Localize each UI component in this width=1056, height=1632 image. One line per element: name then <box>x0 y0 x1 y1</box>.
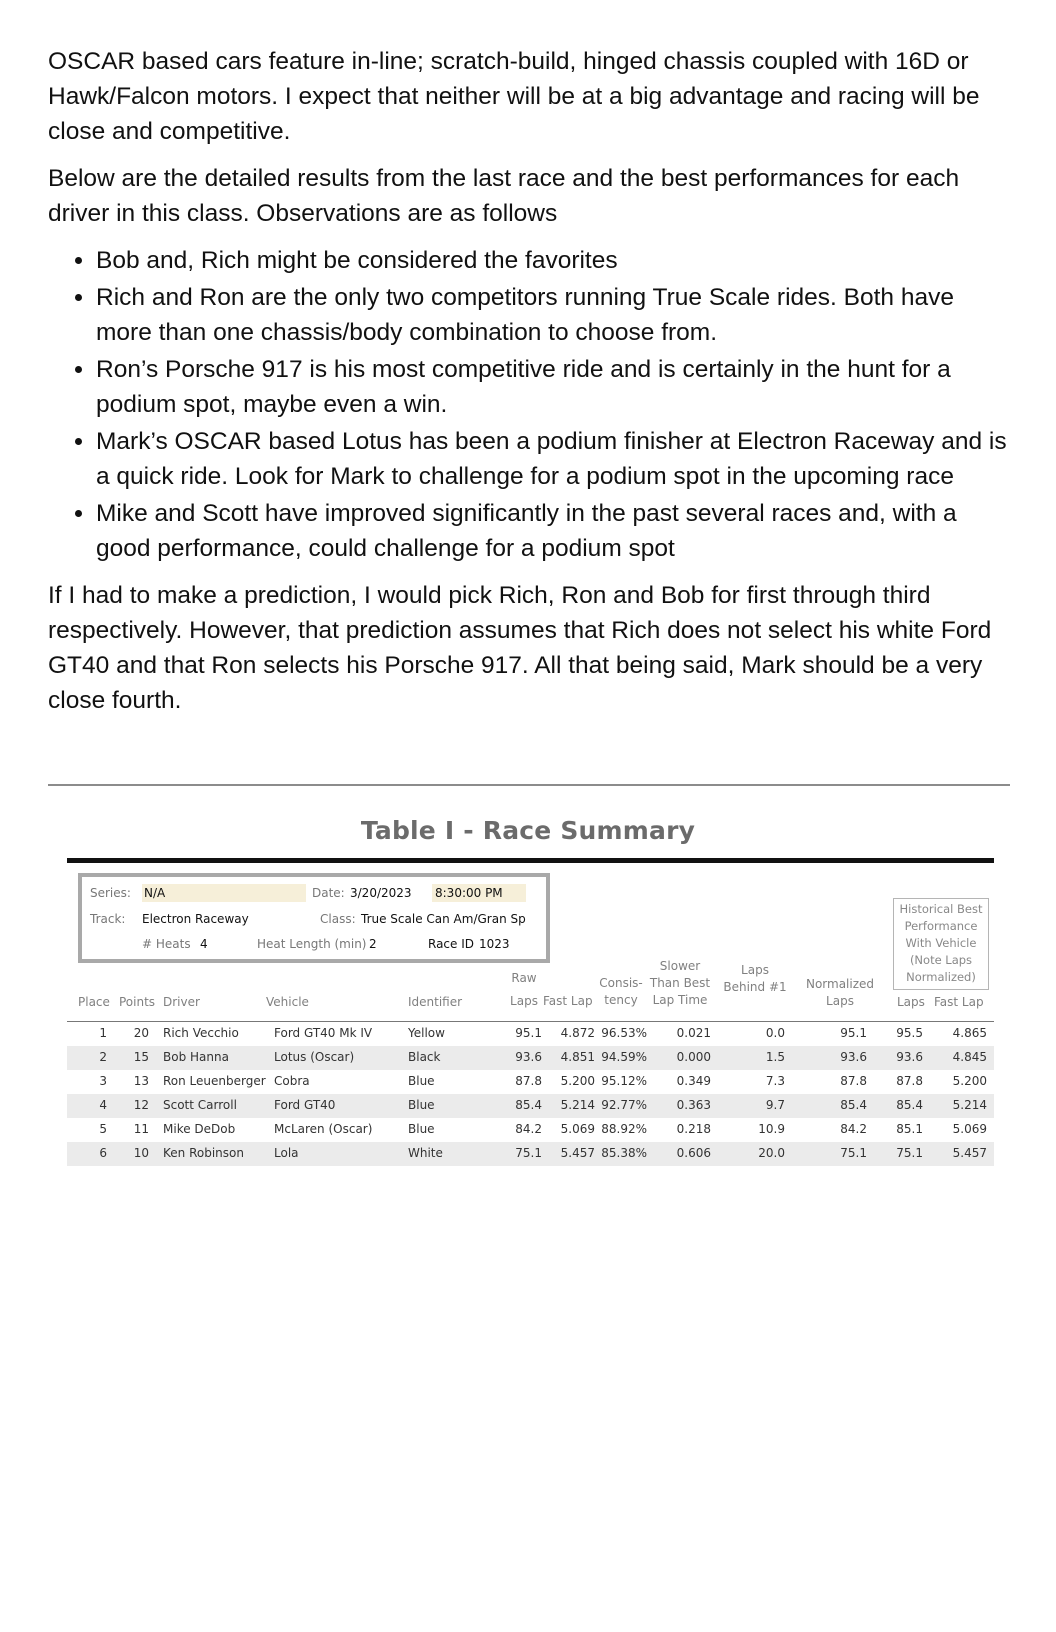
race-info-box <box>78 873 550 963</box>
header-place: Place <box>78 995 110 1009</box>
header-driver: Driver <box>163 995 200 1009</box>
laps-behind-cell: 0.0 <box>765 1026 785 1040</box>
slower-cell: 0.218 <box>676 1122 711 1136</box>
points-cell: 13 <box>133 1074 149 1088</box>
header-raw-laps-line1: Raw <box>511 971 537 985</box>
hist-fast-lap-cell: 4.865 <box>952 1026 987 1040</box>
date-label: Date: <box>312 886 345 900</box>
identifier-cell: White <box>408 1146 443 1160</box>
fast-lap-cell: 5.069 <box>560 1122 595 1136</box>
observation-item: • Mike and Scott have improved significantly in the past several races and, with a good performance, could challenge for a podium spot <box>96 496 1008 566</box>
date-value: 3/20/2023 <box>350 886 412 900</box>
heat-length-label: Heat Length (min) <box>257 937 367 951</box>
track-label: Track: <box>90 912 126 926</box>
fast-lap-cell: 4.851 <box>560 1050 595 1064</box>
hist-fast-lap-cell: 4.845 <box>952 1050 987 1064</box>
fast-lap-cell: 5.457 <box>560 1146 595 1160</box>
points-cell: 10 <box>133 1146 149 1160</box>
place-cell: 6 <box>99 1146 107 1160</box>
results-paragraph: Below are the detailed results from the last race and the best performances for each driver in this class. Observations are as follows <box>48 165 960 227</box>
header-raw-laps <box>506 970 542 1010</box>
raw-laps-cell: 93.6 <box>515 1050 542 1064</box>
fast-lap-cell: 5.200 <box>560 1074 595 1088</box>
observation-item: • Ron’s Porsche 917 is his most competitive ride and is certainly in the hunt for a podium spot, maybe even a win. <box>96 352 1008 422</box>
hist-laps-cell: 95.5 <box>896 1026 923 1040</box>
historical-header-line: Historical Best <box>899 902 983 916</box>
observation-item: • Bob and, Rich might be considered the favorites <box>96 243 1008 278</box>
hist-laps-cell: 75.1 <box>896 1146 923 1160</box>
header-normalized-line2: Laps <box>826 994 854 1008</box>
points-cell: 11 <box>133 1122 149 1136</box>
driver-cell: Bob Hanna <box>163 1050 229 1064</box>
header-slower-line2: Than Best <box>649 976 711 990</box>
historical-header-line: (Note Laps <box>909 953 973 967</box>
vehicle-cell: Ford GT40 Mk IV <box>274 1026 373 1040</box>
heat-length-value: 2 <box>369 937 377 951</box>
vehicle-cell: Lotus (Oscar) <box>274 1050 355 1064</box>
header-vehicle: Vehicle <box>266 995 309 1009</box>
hist-fast-lap-cell: 5.214 <box>952 1098 987 1112</box>
driver-cell: Ken Robinson <box>163 1146 244 1160</box>
header-raw-laps-line2: Laps <box>510 994 538 1008</box>
header-laps-behind-line1: Laps <box>741 963 769 977</box>
hist-laps-cell: 93.6 <box>896 1050 923 1064</box>
heats-value: 4 <box>200 937 208 951</box>
horizontal-divider <box>48 784 1010 786</box>
slower-cell: 0.363 <box>676 1098 711 1112</box>
historical-header-line: With Vehicle <box>905 936 977 950</box>
header-normalized-laps <box>803 976 877 1010</box>
driver-cell: Rich Vecchio <box>163 1026 239 1040</box>
time-value: 8:30:00 PM <box>432 884 526 902</box>
place-cell: 2 <box>99 1050 107 1064</box>
raw-laps-cell: 85.4 <box>515 1098 542 1112</box>
table-row <box>67 1094 994 1118</box>
header-consistency <box>596 975 646 1009</box>
laps-behind-cell: 1.5 <box>765 1050 785 1064</box>
driver-cell: Mike DeDob <box>163 1122 236 1136</box>
header-normalized-line1: Normalized <box>805 977 875 991</box>
raw-laps-cell: 87.8 <box>515 1074 542 1088</box>
points-cell: 20 <box>133 1026 149 1040</box>
laps-behind-cell: 7.3 <box>765 1074 785 1088</box>
laps-behind-cell: 20.0 <box>758 1146 785 1160</box>
header-hist-fast-lap: Fast Lap <box>934 995 984 1009</box>
slower-cell: 0.606 <box>676 1146 711 1160</box>
race-id-label: Race ID <box>428 937 475 951</box>
consistency-cell: 85.38% <box>601 1146 647 1160</box>
header-fast-lap: Fast Lap <box>543 994 593 1008</box>
observation-item: • Rich and Ron are the only two competitors running True Scale rides. Both have more than one chassis/body combination to choose from. <box>96 280 1008 350</box>
identifier-cell: Black <box>408 1050 441 1064</box>
hist-laps-cell: 85.4 <box>896 1098 923 1112</box>
historical-header-line: Normalized) <box>906 970 976 984</box>
normalized-cell: 75.1 <box>840 1146 867 1160</box>
normalized-cell: 93.6 <box>840 1050 867 1064</box>
table-row <box>67 1070 994 1094</box>
header-laps-behind-line2: Behind #1 <box>723 980 787 994</box>
normalized-cell: 87.8 <box>840 1074 867 1088</box>
identifier-cell: Blue <box>408 1122 435 1136</box>
slower-cell: 0.349 <box>676 1074 711 1088</box>
hist-fast-lap-cell: 5.457 <box>952 1146 987 1160</box>
vehicle-cell: Lola <box>274 1146 299 1160</box>
laps-behind-cell: 9.7 <box>765 1098 785 1112</box>
table-top-bar <box>67 858 994 863</box>
consistency-cell: 92.77% <box>601 1098 647 1112</box>
raw-laps-cell: 95.1 <box>515 1026 542 1040</box>
class-label: Class: <box>320 912 356 926</box>
vehicle-cell: Cobra <box>274 1074 310 1088</box>
historical-best-header <box>893 898 989 990</box>
intro-paragraph: OSCAR based cars feature in-line; scratch-build, hinged chassis coupled with 16D or Hawk/Falcon motors. I expect that neither will be at a big advantage and racing will be close and competitive. <box>48 48 980 145</box>
heats-label: # Heats <box>142 937 191 951</box>
race-id-value: 1023 <box>479 937 510 951</box>
raw-laps-cell: 84.2 <box>515 1122 542 1136</box>
hist-laps-cell: 85.1 <box>896 1122 923 1136</box>
table-row <box>67 1118 994 1142</box>
observations-list <box>48 243 1008 566</box>
place-cell: 3 <box>99 1074 107 1088</box>
observation-item: • Mark’s OSCAR based Lotus has been a podium finisher at Electron Raceway and is a quick ride. Look for Mark to challenge for a podium spot in the upcoming race <box>96 424 1008 494</box>
laps-behind-cell: 10.9 <box>758 1122 785 1136</box>
place-cell: 4 <box>99 1098 107 1112</box>
table-title: Table I - Race Summary <box>360 816 696 845</box>
header-points: Points <box>119 995 156 1009</box>
consistency-cell: 88.92% <box>601 1122 647 1136</box>
table-row <box>67 1046 994 1070</box>
header-identifier: Identifier <box>408 995 463 1009</box>
driver-cell: Scott Carroll <box>163 1098 237 1112</box>
article-body <box>48 44 1008 730</box>
driver-cell: Ron Leuenberger <box>163 1074 266 1088</box>
header-slower-line3: Lap Time <box>652 993 708 1007</box>
prediction-paragraph: If I had to make a prediction, I would pick Rich, Ron and Bob for first through third respectively. However, that prediction assumes that Rich does not select his white Ford GT40 and that Ron selects his Porsche 917. All that being said, Mark should be a very close fourth. <box>48 582 992 714</box>
header-consistency-line2: tency <box>604 993 638 1007</box>
series-label: Series: <box>90 886 131 900</box>
normalized-cell: 85.4 <box>840 1098 867 1112</box>
consistency-cell: 96.53% <box>601 1026 647 1040</box>
identifier-cell: Yellow <box>408 1026 445 1040</box>
header-slower-line1: Slower <box>659 959 701 973</box>
header-slower-than-best <box>648 958 712 1009</box>
points-cell: 12 <box>133 1098 149 1112</box>
table-row <box>67 1142 994 1166</box>
series-value: N/A <box>142 884 306 902</box>
header-hist-laps: Laps <box>897 995 925 1009</box>
hist-fast-lap-cell: 5.069 <box>952 1122 987 1136</box>
class-value: True Scale Can Am/Gran Sp <box>361 912 526 926</box>
consistency-cell: 94.59% <box>601 1050 647 1064</box>
fast-lap-cell: 4.872 <box>560 1026 595 1040</box>
normalized-cell: 95.1 <box>840 1026 867 1040</box>
fast-lap-cell: 5.214 <box>560 1098 595 1112</box>
consistency-cell: 95.12% <box>601 1074 647 1088</box>
raw-laps-cell: 75.1 <box>515 1146 542 1160</box>
table-row <box>67 1022 994 1046</box>
identifier-cell: Blue <box>408 1074 435 1088</box>
historical-header-line: Performance <box>904 919 978 933</box>
slower-cell: 0.021 <box>676 1026 711 1040</box>
slower-cell: 0.000 <box>676 1050 711 1064</box>
track-value: Electron Raceway <box>142 912 249 926</box>
vehicle-cell: McLaren (Oscar) <box>274 1122 373 1136</box>
place-cell: 1 <box>99 1026 107 1040</box>
place-cell: 5 <box>99 1122 107 1136</box>
identifier-cell: Blue <box>408 1098 435 1112</box>
header-laps-behind <box>720 962 790 996</box>
hist-laps-cell: 87.8 <box>896 1074 923 1088</box>
header-consistency-line1: Consis- <box>599 976 643 990</box>
vehicle-cell: Ford GT40 <box>274 1098 336 1112</box>
hist-fast-lap-cell: 5.200 <box>952 1074 987 1088</box>
normalized-cell: 84.2 <box>840 1122 867 1136</box>
points-cell: 15 <box>133 1050 149 1064</box>
